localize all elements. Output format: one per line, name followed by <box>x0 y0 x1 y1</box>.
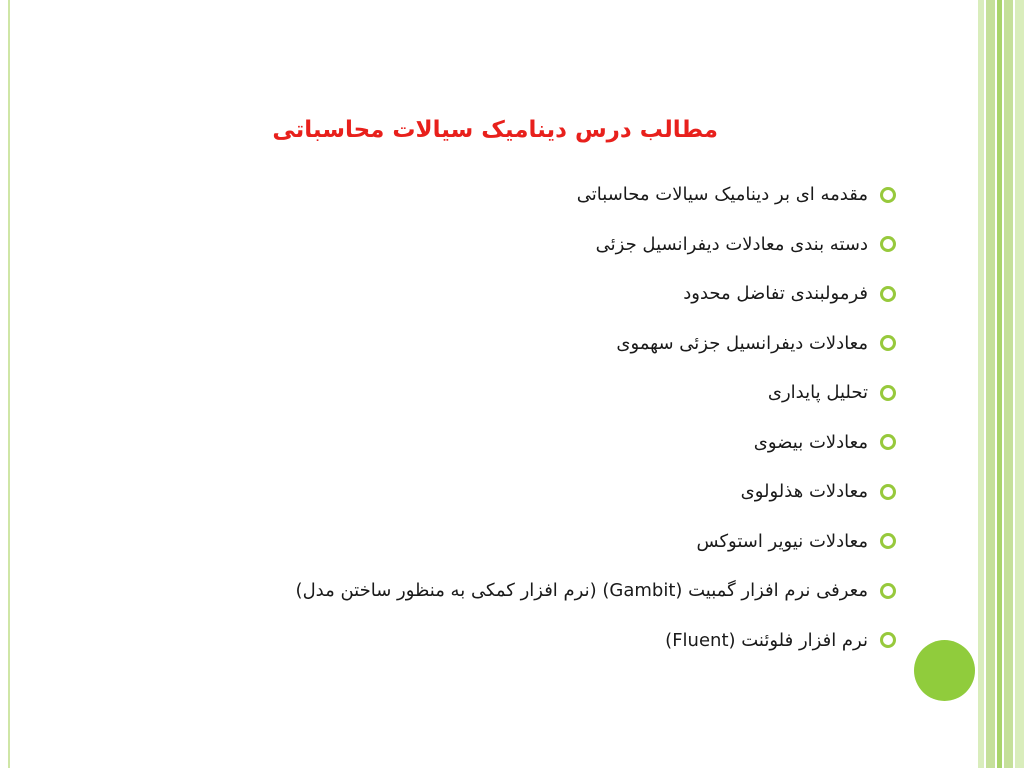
decorative-circle <box>914 640 975 701</box>
list-item <box>120 616 910 666</box>
list-item <box>120 269 910 319</box>
bullet-list <box>120 170 910 665</box>
slide-title: مطالب درس دینامیک سیالات محاسباتی <box>272 117 718 143</box>
bullet-text: معادلات بیضوی <box>753 431 868 453</box>
bullet-circle-icon <box>880 187 896 203</box>
right-stripe-5 <box>1015 0 1024 768</box>
list-item <box>120 220 910 270</box>
bullet-text: نرم افزار فلوئنت (Fluent) <box>665 629 868 651</box>
list-item <box>120 319 910 369</box>
list-item <box>120 467 910 517</box>
left-border-line <box>8 0 10 768</box>
list-item <box>120 418 910 468</box>
bullet-text: تحلیل پایداری <box>767 382 868 404</box>
list-item <box>120 517 910 567</box>
bullet-text: فرمولبندی تفاضل محدود <box>683 283 868 305</box>
bullet-text: معادلات دیفرانسیل جزئی سهموی <box>616 332 868 354</box>
list-item <box>120 170 910 220</box>
bullet-circle-icon <box>880 385 896 401</box>
bullet-circle-icon <box>880 286 896 302</box>
right-stripe-3 <box>997 0 1002 768</box>
bullet-text: مقدمه ای بر دینامیک سیالات محاسباتی <box>576 184 868 206</box>
bullet-circle-icon <box>880 583 896 599</box>
bullet-circle-icon <box>880 484 896 500</box>
right-stripe-1 <box>978 0 984 768</box>
bullet-circle-icon <box>880 632 896 648</box>
bullet-text: دسته بندی معادلات دیفرانسیل جزئی <box>595 233 868 255</box>
right-stripe-4 <box>1004 0 1013 768</box>
bullet-circle-icon <box>880 335 896 351</box>
bullet-text: معرفی نرم افزار گمبیت (Gambit) (نرم افزار کمکی به منظور ساختن مدل) <box>295 580 868 602</box>
bullet-circle-icon <box>880 236 896 252</box>
bullet-text: معادلات نیویر استوکس <box>696 530 868 552</box>
list-item <box>120 368 910 418</box>
bullet-text: معادلات هذلولوی <box>740 481 868 503</box>
right-stripe-2 <box>986 0 995 768</box>
bullet-circle-icon <box>880 533 896 549</box>
bullet-circle-icon <box>880 434 896 450</box>
list-item <box>120 566 910 616</box>
